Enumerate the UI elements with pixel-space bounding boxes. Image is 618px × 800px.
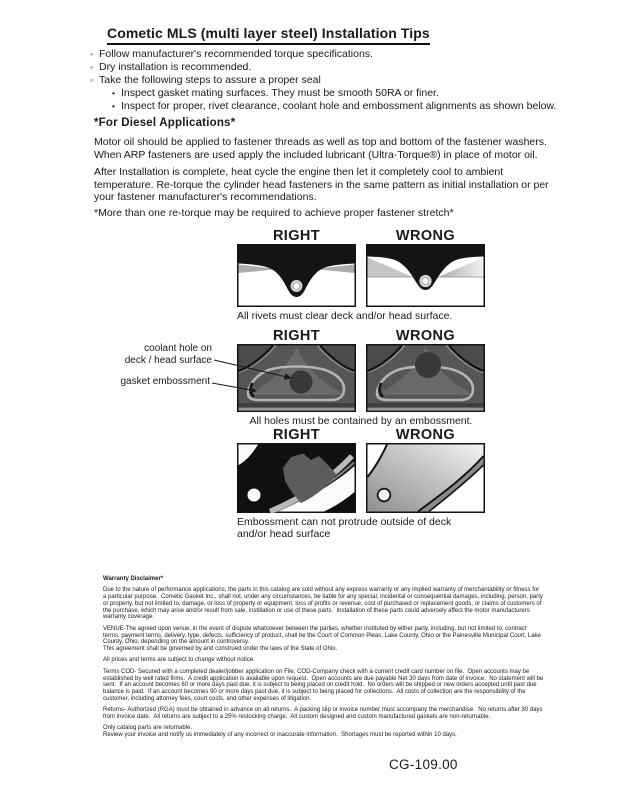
filled-bullet-icon: • bbox=[112, 88, 115, 98]
figure-embossment-protrusion bbox=[0, 428, 618, 540]
figure-panels bbox=[237, 443, 618, 513]
diesel-paragraph-1: Motor oil should be applied to fastener threads as well as top and bottom of the fastener washers. When ARP fasteners are used apply the included lubricant (Ultra-Torque®) in place of motor oil. bbox=[94, 136, 547, 161]
open-bullet-icon: ◦ bbox=[90, 62, 94, 72]
bullet-text: Take the following steps to assure a proper seal bbox=[99, 74, 321, 86]
right-label: RIGHT bbox=[272, 328, 321, 344]
rivet-wrong-illustration bbox=[366, 244, 485, 307]
coolant-hole-label: coolant hole on deck / head surface bbox=[124, 343, 212, 366]
governing-law-line: This agreement shall be governed by and construed under the laws of the State of Ohio. bbox=[103, 646, 338, 653]
right-label: RIGHT bbox=[272, 427, 321, 443]
right-label: RIGHT bbox=[272, 228, 321, 244]
bullet-text: Inspect for proper, rivet clearance, coolant hole and embossment alignments as shown below. bbox=[121, 100, 557, 112]
diesel-paragraph-2: After Installation is complete, heat cycle the engine then let it completely cool to ambient temperature. Re-torque the cylinder head fasteners in the same pattern as initial installation or per your fastener manufacturer's recommendations. bbox=[94, 166, 549, 203]
bullet-item bbox=[90, 48, 560, 61]
sub-bullet-item bbox=[112, 100, 560, 113]
figure-labels bbox=[237, 229, 618, 244]
wrong-label: WRONG bbox=[395, 427, 456, 443]
prices-line: All prices and terms are subject to change without notice. bbox=[103, 657, 255, 664]
figure-labels bbox=[237, 329, 618, 344]
retorque-note: *More than one re-torque may be required to achieve proper fastener stretch* bbox=[94, 207, 454, 219]
terms-paragraph: Terms COD- Secured with a completed dealer/jobber application on File, COD-Company check with a current credit card number on file. Open accounts may be established by well rated firms. A credit application is available upon request. Open accounts are due payable Net 30 days from date of invoice. No statement will be sent. If an account becomes 60 or more days past due, it is subject to being placed on credit hold. No orders will be shipped or new orders accepted until past due balance is paid. If an account becomes 90 or more days past due, it is subject to being placed for collections. All costs of collection are the responsibility of the customer, including attorney fees, court costs, and other expenses of litigation. bbox=[103, 668, 545, 702]
bullet-text: Inspect gasket mating surfaces. They must be smooth 50RA or finer. bbox=[121, 87, 439, 99]
filled-bullet-icon: • bbox=[112, 101, 115, 111]
protrusion-wrong-illustration bbox=[366, 443, 485, 513]
wrong-label: WRONG bbox=[395, 228, 456, 244]
figure-caption: Embossment can not protrude outside of deck and/or head surface bbox=[237, 516, 452, 540]
bullet-text: Follow manufacturer's recommended torque specifications. bbox=[99, 48, 373, 60]
figure-panels bbox=[237, 344, 618, 412]
embossment-right-illustration bbox=[237, 344, 356, 412]
figure-caption: All rivets must clear deck and/or head surface. bbox=[237, 310, 453, 322]
bullet-item bbox=[90, 61, 560, 74]
page-title: Cometic MLS (multi layer steel) Installation Tips bbox=[107, 25, 430, 45]
rivet-right-illustration bbox=[237, 244, 356, 307]
page-code: CG-109.00 bbox=[389, 757, 458, 772]
open-bullet-icon: ◦ bbox=[90, 75, 94, 85]
returns-paragraph: Returns- Authorized (RGA) must be obtained in advance on all returns. A packing slip or invoice number must accompany the merchandise. No returns after 30 days from invoice date. All returns are subject to a 25% restocking charge. All custom designed and custom manufactured gaskets are non-returnable. bbox=[103, 707, 545, 721]
open-bullet-icon: ◦ bbox=[90, 49, 94, 59]
figure-labels bbox=[237, 428, 618, 443]
gasket-embossment-label: gasket embossment bbox=[120, 376, 210, 387]
sub-bullet-item bbox=[112, 87, 560, 100]
venue-paragraph: VENUE-The agreed upon venue, in the event of dispute whatsoever between the parties, whether instituted by either party, including, but not limited to, contract terms, payment terms, delivery, type, defects, sufficiency of product, shall be the Court of Common Pleas, Lake County, Ohio or the Painesville Municipal Court, Lake County, Ohio, depending on the amount in controversy. bbox=[103, 625, 543, 646]
figure-caption: All holes must be contained by an embossment. bbox=[249, 415, 473, 427]
figure-hole-embossment bbox=[0, 329, 618, 427]
warranty-paragraph: Due to the nature of performance applications, the parts in this catalog are sold without any express warranty or any implied warranty of merchantability or fitness for a particular purpose. Cometic Gasket Inc., shall not, under any circumstances, be liable for any special, incidental or consequential damages, including, person, party or property, but not limited to, damage, or loss of property or equipment, loss of profits or revenue, cost of purchased or replacement goods, or claims of customers of the purchase, which may arise and/or result from sale, instillation or use of these parts. Installation of these parts could adversely affect the motor manufacturers warranty coverage. bbox=[103, 587, 545, 621]
protrusion-right-illustration bbox=[237, 443, 356, 513]
bullet-text: Dry installation is recommended. bbox=[99, 61, 252, 73]
tips-bullet-list bbox=[90, 48, 560, 113]
warranty-disclaimer-heading: Warranty Disclaimer* bbox=[103, 576, 164, 582]
legal-disclaimer-section bbox=[103, 576, 544, 739]
review-invoice-line: Review your invoice and notify us immediately of any incorrect or inaccurate information. Shortages must be reported within 10 days. bbox=[103, 732, 457, 739]
figure-rivet-clearance bbox=[0, 229, 618, 322]
embossment-wrong-illustration bbox=[366, 344, 485, 412]
diesel-applications-heading: *For Diesel Applications* bbox=[94, 117, 236, 129]
bullet-item bbox=[90, 74, 560, 87]
figure-panels bbox=[237, 244, 618, 307]
returnable-line: Only catalog parts are returnable. bbox=[103, 725, 193, 732]
wrong-label: WRONG bbox=[395, 328, 456, 344]
